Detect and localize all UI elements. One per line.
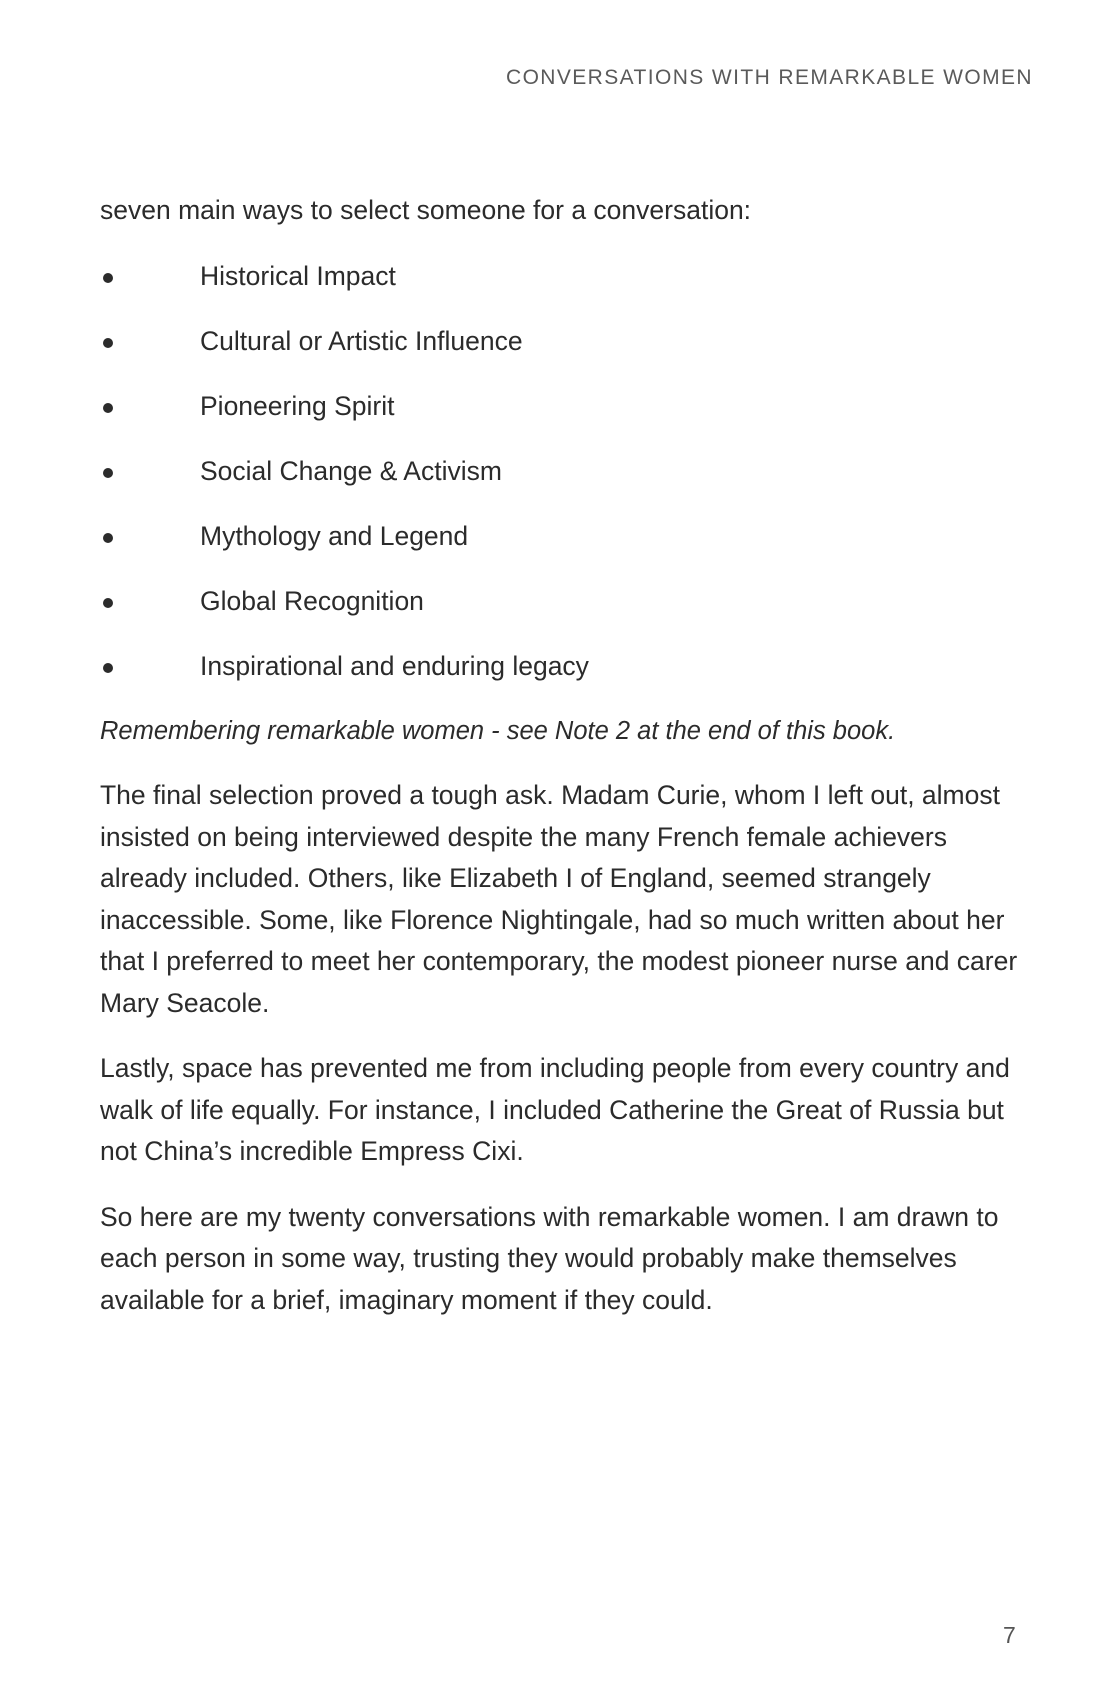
list-item <box>100 581 1020 623</box>
bullet-icon <box>103 533 113 543</box>
paragraph-space-limits: Lastly, space has prevented me from including people from every country and walk of life equally. For instance, I included Catherine the Great of Russia but not China’s incredible Empress Cixi. <box>100 1053 1010 1166</box>
bullet-icon <box>103 273 113 283</box>
italic-note: Remembering remarkable women - see Note 2 at the end of this book. <box>100 716 896 745</box>
list-item-text: Global Recognition <box>200 585 424 616</box>
list-item-text: Mythology and Legend <box>200 520 469 551</box>
list-item <box>100 256 1020 298</box>
running-header: CONVERSATIONS WITH REMARKABLE WOMEN <box>506 66 1033 89</box>
paragraph-conclusion: So here are my twenty conversations with remarkable women. I am drawn to each person in some way, trusting they would probably make themselves available for a brief, imaginary moment if they could. <box>100 1201 999 1315</box>
bullet-icon <box>103 468 113 478</box>
list-item-text: Social Change & Activism <box>200 455 502 486</box>
paragraph-final-selection: The final selection proved a tough ask. Madam Curie, whom I left out, almost insisted on being interviewed despite the many French female achievers already included. Others, like Elizabeth I of England, seemed strangely inaccessible. Some, like Florence Nightingale, had so much written about her that I preferred to meet her contemporary, the modest pioneer nurse and carer Mary Seacole. <box>100 780 1018 1018</box>
list-item <box>100 451 1020 493</box>
page-number: 7 <box>1003 1622 1016 1648</box>
list-item <box>100 321 1020 363</box>
list-item-text: Cultural or Artistic Influence <box>200 325 523 356</box>
list-item-text: Inspirational and enduring legacy <box>200 650 589 681</box>
bullet-icon <box>103 663 113 673</box>
bullet-icon <box>103 338 113 348</box>
bullet-icon <box>103 403 113 413</box>
list-item <box>100 516 1020 558</box>
lead-sentence: seven main ways to select someone for a conversation: <box>100 195 752 225</box>
page-content <box>100 190 1020 1345</box>
list-item <box>100 386 1020 428</box>
list-item-text: Historical Impact <box>200 260 396 291</box>
list-item <box>100 646 1020 688</box>
list-item-text: Pioneering Spirit <box>200 390 395 421</box>
selection-criteria-list <box>100 256 1020 688</box>
bullet-icon <box>103 598 113 608</box>
